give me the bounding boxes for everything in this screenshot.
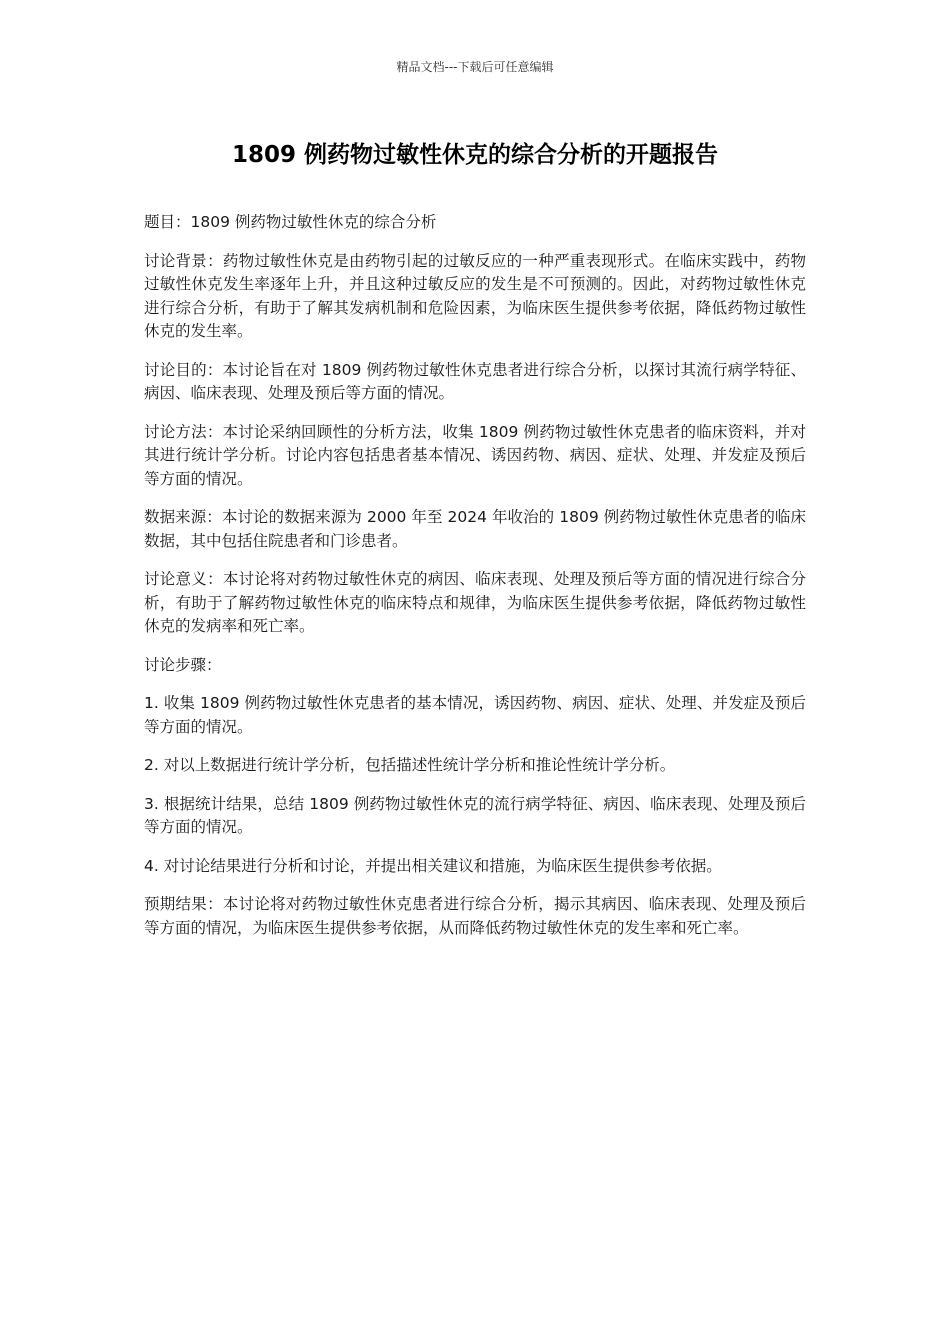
- background-paragraph: 讨论背景：药物过敏性休克是由药物引起的过敏反应的一种严重表现形式。在临床实践中，药物过敏性休克发生率逐年上升，并且这种过敏反应的发生是不可预测的。因此，对药物过敏性休克进行综合分析，有助于了解其发病机制和危险因素，为临床医生提供参考依据，降低药物过敏性休克的发生率。: [144, 251, 806, 340]
- method-paragraph: 讨论方法：本讨论采纳回顾性的分析方法，收集 1809 例药物过敏性休克患者的临床资料，并对其进行统计学分析。讨论内容包括患者基本情况、诱因药物、病因、症状、处理、并发症及预后等方面的情况。: [144, 422, 806, 488]
- data-source-paragraph: 数据来源：本讨论的数据来源为 2000 年至 2024 年收治的 1809 例药物过敏性休克患者的临床数据，其中包括住院患者和门诊患者。: [144, 508, 806, 550]
- expected-results-paragraph: 预期结果：本讨论将对药物过敏性休克患者进行综合分析，揭示其病因、临床表现、处理及预后等方面的情况，为临床医生提供参考依据，从而降低药物过敏性休克的发生率和死亡率。: [144, 895, 806, 937]
- header-note: 精品文档---下载后可任意编辑: [396, 60, 554, 74]
- significance-paragraph: 讨论意义：本讨论将对药物过敏性休克的病因、临床表现、处理及预后等方面的情况进行综合分析，有助于了解药物过敏性休克的临床特点和规律，为临床医生提供参考依据，降低药物过敏性休克的发病率和死亡率。: [144, 570, 806, 635]
- step-1: 1. 收集 1809 例药物过敏性休克患者的基本情况，诱因药物、病因、症状、处理、并发症及预后等方面的情况。: [144, 694, 806, 736]
- document-body: [144, 211, 806, 955]
- step-3: 3. 根据统计结果，总结 1809 例药物过敏性休克的流行病学特征、病因、临床表现、处理及预后等方面的情况。: [144, 794, 806, 836]
- steps-heading: 讨论步骤：: [144, 655, 222, 674]
- step-4: 4. 对讨论结果进行分析和讨论，并提出相关建议和措施，为临床医生提供参考依据。: [144, 856, 722, 875]
- topic-paragraph: 题目：1809 例药物过敏性休克的综合分析: [144, 213, 437, 231]
- purpose-paragraph: 讨论目的：本讨论旨在对 1809 例药物过敏性休克患者进行综合分析，以探讨其流行病学特征、病因、临床表现、处理及预后等方面的情况。: [144, 360, 806, 402]
- step-2: 2. 对以上数据进行统计学分析，包括描述性统计学分析和推论性统计学分析。: [144, 756, 676, 774]
- document-title: 1809 例药物过敏性休克的综合分析的开题报告: [231, 142, 719, 168]
